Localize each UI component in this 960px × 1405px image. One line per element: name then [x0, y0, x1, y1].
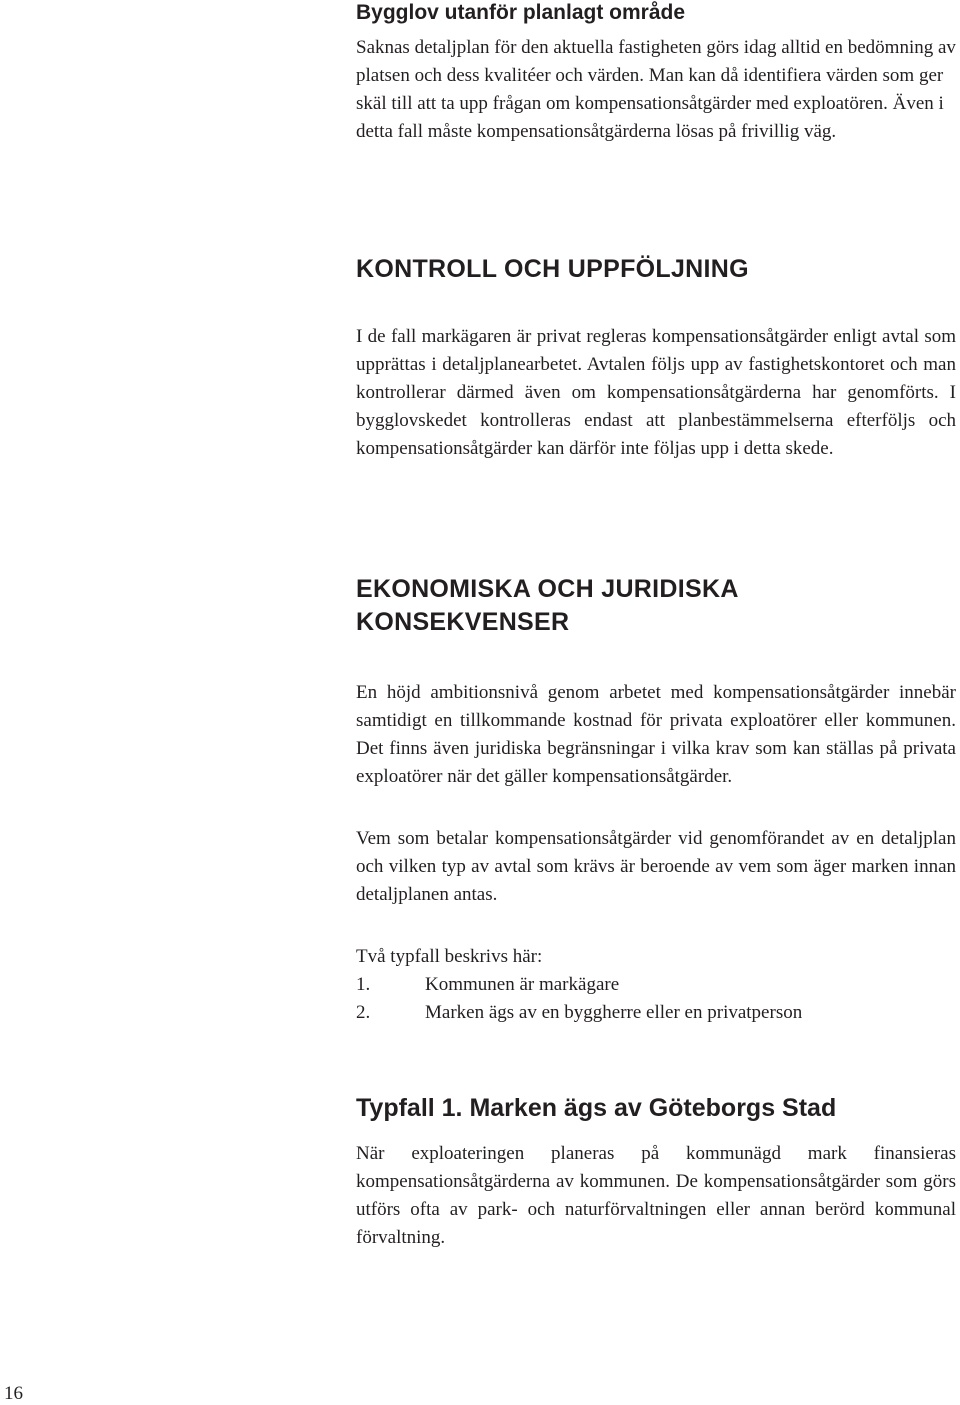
intro-heading: Bygglov utanför planlagt område [356, 1, 686, 24]
typfall1-heading: Typfall 1. Marken ägs av Göteborgs Stad [356, 1094, 837, 1122]
kontroll-paragraph: I de fall markägaren är privat regleras kompensationsåtgärder enligt avtal som upprättas i detaljplanearbetet. Avtalen följs upp av fastighetskontoret och man kontrollerar därmed även om kompensationsåtgärderna har genomförts. I bygglovskedet kontrolleras endast att planbestämmelserna efterföljs och kompensationsåtgärder kan därför inte följas upp i detta skede. [356, 326, 956, 459]
ekonomiska-heading-line2: KONSEKVENSER [356, 608, 570, 636]
ekonomiska-paragraph-1: En höjd ambitionsnivå genom arbetet med kompensationsåtgärder innebär samtidigt en tillkommande kostnad för privata exploatörer eller kommunen. Det finns även juridiska begränsningar i vilka krav som kan ställas på privata exploatörer när det gäller kompensationsåtgärder. [356, 682, 956, 787]
intro-section [356, 0, 956, 146]
kontroll-section [356, 253, 956, 463]
list-intro: Två typfall beskrivs här: [356, 946, 543, 967]
list-item-text: Marken ägs av en byggherre eller en privatperson [425, 1002, 803, 1023]
typfall-list [356, 971, 956, 1027]
ekonomiska-paragraph-2: Vem som betalar kompensationsåtgärder vid genomförandet av en detaljplan och vilken typ av avtal som krävs är beroende av vem som äger marken innan detaljplanen antas. [356, 828, 956, 905]
page-number: 16 [4, 1383, 23, 1404]
ekonomiska-section [356, 573, 956, 1027]
typfall1-paragraph: När exploateringen planeras på kommunägd mark finansieras kompensationsåtgärderna av kommunen. De kompensationsåtgärder som görs utförs ofta av park- och naturförvaltningen eller annan berörd kommunal förvaltning. [356, 1143, 956, 1248]
list-item [356, 999, 956, 1027]
list-item-number: 1. [356, 974, 371, 995]
ekonomiska-heading [356, 573, 956, 639]
kontroll-heading: KONTROLL OCH UPPFÖLJNING [356, 255, 749, 283]
list-item-number: 2. [356, 1002, 371, 1023]
list-item [356, 971, 956, 999]
intro-paragraph: Saknas detaljplan för den aktuella fastigheten görs idag alltid en bedömning av platsen och dess kvalitéer och värden. Man kan då identifiera värden som ger skäl till att ta upp frågan om kompensationsåtgärder med exploatören. Även i detta fall måste kompensationsåtgärderna lösas på frivillig väg. [356, 37, 956, 142]
ekonomiska-heading-line1: EKONOMISKA OCH JURIDISKA [356, 575, 739, 603]
typfall1-section [356, 1093, 956, 1252]
list-item-text: Kommunen är markägare [425, 974, 620, 995]
